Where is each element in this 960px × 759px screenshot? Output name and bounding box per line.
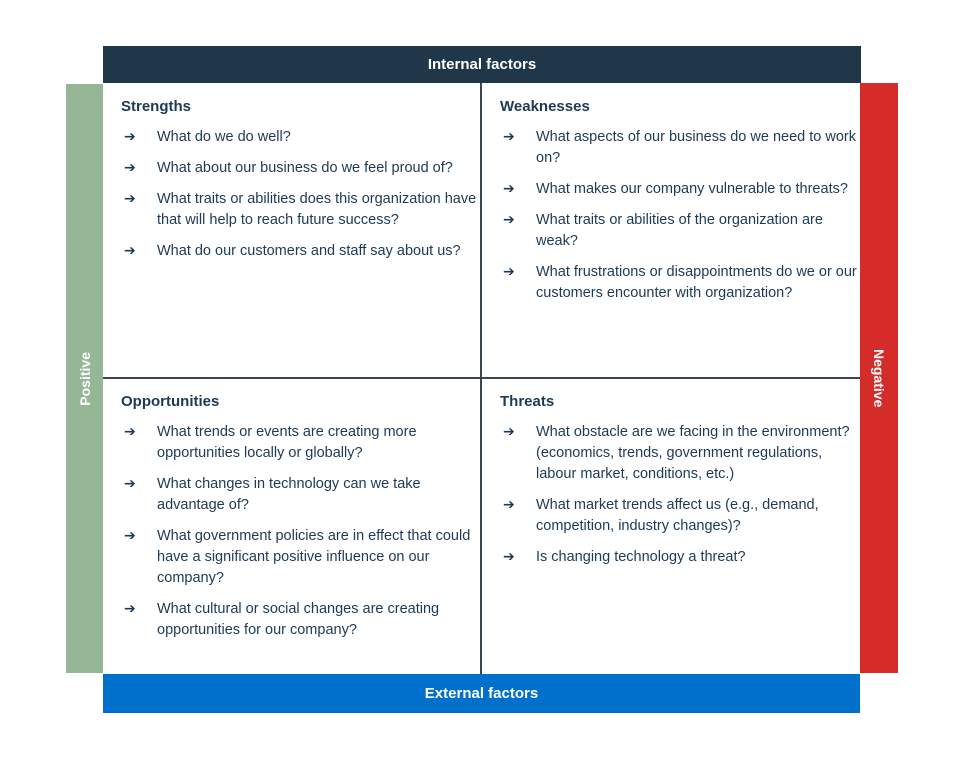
positive-label: Positive xyxy=(76,351,93,406)
internal-factors-label: Internal factors xyxy=(427,56,537,73)
divider-horizontal xyxy=(103,377,860,379)
arrow-right-icon: ➔ xyxy=(124,160,136,176)
external-factors-bar xyxy=(103,674,860,713)
quadrant-opportunities xyxy=(103,377,480,674)
item-text: What government policies are in effect that could have a significant positive influence on our company? xyxy=(157,528,471,586)
list-item xyxy=(503,495,858,537)
item-text: What cultural or social changes are creating opportunities for our company? xyxy=(157,601,440,638)
arrow-right-icon: ➔ xyxy=(503,424,515,440)
quadrant-title: Weaknesses xyxy=(500,98,590,115)
arrow-right-icon: ➔ xyxy=(124,601,136,617)
quadrant-title: Opportunities xyxy=(121,393,220,410)
item-text: What changes in technology can we take advantage of? xyxy=(157,476,421,513)
list-item xyxy=(124,241,478,262)
arrow-right-icon: ➔ xyxy=(124,528,136,544)
arrow-right-icon: ➔ xyxy=(124,243,136,259)
item-text: What aspects of our business do we need to work on? xyxy=(536,129,856,166)
arrow-right-icon: ➔ xyxy=(503,181,515,197)
arrow-right-icon: ➔ xyxy=(503,264,515,280)
item-text: What makes our company vulnerable to threats? xyxy=(536,181,848,197)
list-item xyxy=(124,599,478,641)
threats-list xyxy=(500,422,858,568)
list-item xyxy=(503,262,858,304)
item-text: What frustrations or disappointments do we or our customers encounter with organization? xyxy=(536,264,857,301)
list-item xyxy=(124,158,478,179)
internal-factors-bar xyxy=(103,46,861,83)
item-text: Is changing technology a threat? xyxy=(536,549,746,565)
quadrant-threats xyxy=(480,377,860,674)
item-text: What traits or abilities of the organization are weak? xyxy=(536,212,823,249)
list-item xyxy=(124,189,478,231)
arrow-right-icon: ➔ xyxy=(124,129,136,145)
arrow-right-icon: ➔ xyxy=(503,129,515,145)
quadrant-title: Strengths xyxy=(121,98,192,115)
list-item xyxy=(503,547,858,568)
item-text: What obstacle are we facing in the environment? (economics, trends, government regulations, labour market, conditions, etc.) xyxy=(536,424,850,482)
quadrant-grid xyxy=(103,83,860,674)
arrow-right-icon: ➔ xyxy=(124,476,136,492)
item-text: What about our business do we feel proud of? xyxy=(157,160,453,176)
list-item xyxy=(503,127,858,169)
arrow-right-icon: ➔ xyxy=(124,191,136,207)
item-text: What do our customers and staff say about us? xyxy=(157,243,461,259)
strengths-list xyxy=(121,127,478,262)
divider-vertical xyxy=(480,83,482,674)
arrow-right-icon: ➔ xyxy=(503,212,515,228)
quadrant-strengths xyxy=(103,83,480,377)
list-item xyxy=(124,474,478,516)
quadrant-title: Threats xyxy=(500,393,555,410)
arrow-right-icon: ➔ xyxy=(503,497,515,513)
quadrant-weaknesses xyxy=(480,83,860,377)
item-text: What do we do well? xyxy=(157,129,291,145)
negative-label: Negative xyxy=(871,348,887,408)
arrow-right-icon: ➔ xyxy=(124,424,136,440)
item-text: What traits or abilities does this organization have that will help to reach future success? xyxy=(157,191,477,228)
weaknesses-list xyxy=(500,127,858,304)
positive-bar xyxy=(66,84,103,673)
item-text: What market trends affect us (e.g., demand, competition, industry changes)? xyxy=(536,497,819,534)
item-text: What trends or events are creating more opportunities locally or globally? xyxy=(157,424,417,461)
list-item xyxy=(124,127,478,148)
opportunities-list xyxy=(121,422,478,641)
list-item xyxy=(503,210,858,252)
list-item xyxy=(124,422,478,464)
list-item xyxy=(503,422,858,485)
list-item xyxy=(124,526,478,589)
list-item xyxy=(503,179,858,200)
external-factors-label: External factors xyxy=(424,685,539,702)
negative-bar xyxy=(860,83,898,673)
arrow-right-icon: ➔ xyxy=(503,549,515,565)
